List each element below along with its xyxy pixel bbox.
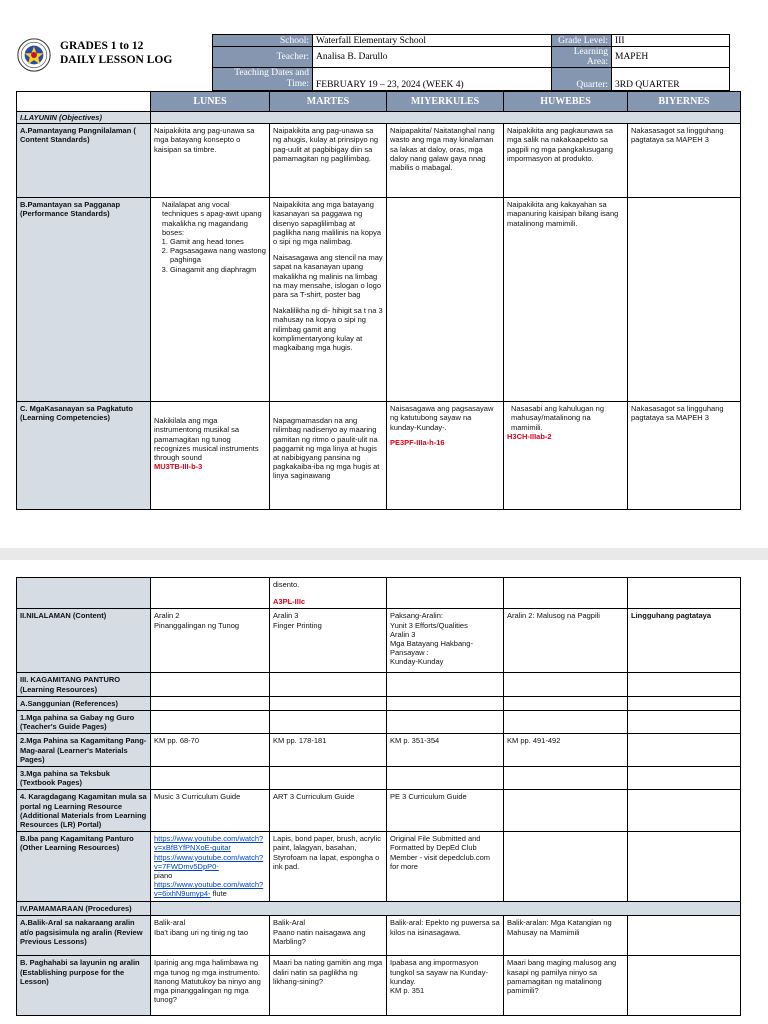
content-fri: Lingguhang pagtataya: [628, 609, 741, 673]
tg-wed: [387, 711, 504, 734]
ref-thu: [504, 696, 628, 710]
section-objectives: I.LAYUNIN (Objectives): [17, 112, 151, 124]
teaching-dates-label-line1: Teaching Dates and: [234, 68, 309, 78]
continued-row: [17, 578, 741, 609]
comp-wed-code: PE3PF-IIIa-h-16: [390, 437, 445, 447]
teachers-guide-label: 1.Mga pahina sa Gabay ng Guro (Teacher's Guide Pages): [17, 711, 151, 734]
competencies-thu: [504, 402, 628, 510]
tb-thu: [504, 767, 628, 790]
section-fill: [151, 112, 741, 124]
portal-wed: PE 3 Curriculum Guide: [387, 790, 504, 832]
perf-mon-list: [154, 237, 266, 274]
textbook-row: [17, 767, 741, 790]
teaching-dates-value: FEBRUARY 19 – 23, 2024 (WEEK 4): [313, 68, 552, 91]
school-label: School:: [213, 35, 313, 47]
content-standards-wed: Naipapakita/ Naitatanghal nang wasto ang mga may kinalaman sa lakas at daloy, oras, mga daloy nang galaw gaya nnag mabilis o mabagal.: [387, 124, 504, 198]
ref-tue: [270, 696, 387, 710]
other-resources-fri: [628, 832, 741, 902]
references-label: A.Sanggunian (References): [17, 696, 151, 710]
piano-label: piano: [154, 871, 173, 881]
tb-tue: [270, 767, 387, 790]
competencies-row: [17, 402, 741, 510]
comp-thu-text: Nasasabi ang kahulugan ng mahusay/matalinong na mamimili.: [511, 404, 604, 432]
review-row: [17, 916, 741, 956]
content-standards-row: [17, 124, 741, 198]
content-mon: Aralin 2 Pinanggalingan ng Tunog: [151, 609, 270, 673]
corner-cell: [17, 92, 151, 112]
content-row: [17, 609, 741, 673]
cont-tue-code: A3PL-IIIc: [273, 597, 306, 607]
ref-mon: [151, 696, 270, 710]
teaching-dates-label: [213, 68, 313, 91]
learning-area-value: MAPEH: [612, 47, 730, 68]
day-header-thu: HUWEBES: [504, 92, 628, 112]
performance-standards-wed: [387, 198, 504, 402]
tg-fri: [628, 711, 741, 734]
comp-mon-code: MU3TB-III-b-3: [154, 462, 203, 472]
purpose-tue: Maari ba nating gamitin ang mga daliri natin sa paglikha ng likhang-sining?: [270, 956, 387, 1016]
lm-mon: KM pp. 68-70: [151, 734, 270, 767]
lesson-log-table-page1: [16, 91, 741, 510]
tg-tue: [270, 711, 387, 734]
learners-materials-row: [17, 734, 741, 767]
performance-standards-tue: [270, 198, 387, 402]
document-title: [60, 39, 172, 67]
portal-thu: [504, 790, 628, 832]
competencies-wed: [387, 402, 504, 510]
content-standards-label: A.Pamantayang Pangnilalaman ( Content Standards): [17, 124, 151, 198]
review-label: A.Balik-Aral sa nakaraang aralin at/o pagsisimula ng aralin (Review Previous Lessons): [17, 916, 151, 956]
portal-mon: Music 3 Curriculum Guide: [151, 790, 270, 832]
content-thu: Aralin 2: Malusog na Pagpili: [504, 609, 628, 673]
ref-wed: [387, 696, 504, 710]
review-fri: [628, 916, 741, 956]
tg-mon: [151, 711, 270, 734]
purpose-label: B. Paghahabi sa layunin ng aralin (Establishing purpose for the Lesson): [17, 956, 151, 1016]
learning-resources-label: III. KAGAMITANG PANTURO (Learning Resources): [17, 673, 151, 696]
youtube-link-flute[interactable]: https://www.youtube.com/watch?v=6ixhN9umyp4-: [154, 880, 264, 899]
continued-label: [17, 578, 151, 609]
comp-thu-code: H3CH-IIIab-2: [507, 431, 552, 441]
page-2: [0, 560, 768, 1024]
textbook-label: 3.Mga pahina sa Teksbuk (Textbook Pages): [17, 767, 151, 790]
lr-wed: [387, 673, 504, 696]
review-mon: Balik-aral Iba't ibang uri ng tinig ng tao: [151, 916, 270, 956]
competencies-tue: Napagmamasdan na ang nilimbag nadisenyo ay maaring gamitan ng ritmo o paulit-ulit na paggamit ng mga linya at hugis at nabibigyang pansina ng pagkakaiba-iba ng mga hugis at linya saginawang: [270, 402, 387, 510]
tb-wed: [387, 767, 504, 790]
purpose-mon: Iparinig ang mga halimbawa ng mga tunog ng mga instrumento. Itanong Matutukoy ba ninyo ang mga pinanggalingan ng mga tunog?: [151, 956, 270, 1016]
review-tue: Balik-Aral Paano natin naisagawa ang Marbling?: [270, 916, 387, 956]
purpose-fri: [628, 956, 741, 1016]
comp-mon-text: Nakikilala ang mga instrumentong musikal sa pamamagitan ng tunog recognizes musical instruments through sound: [154, 416, 259, 463]
continued-tue: [270, 578, 387, 609]
grade-level-label: Grade Level:: [552, 35, 612, 47]
lr-mon: [151, 673, 270, 696]
tb-fri: [628, 767, 741, 790]
continued-wed: [387, 578, 504, 609]
perf-mon-item: 2. Pagsasagawa nang wastong paghinga: [170, 246, 266, 264]
lm-fri: [628, 734, 741, 767]
content-label: II.NILALAMAN (Content): [17, 609, 151, 673]
perf-mon-item: 1. Gamit ang head tones: [170, 237, 266, 246]
tb-mon: [151, 767, 270, 790]
day-header-mon: LUNES: [151, 92, 270, 112]
lr-thu: [504, 673, 628, 696]
title-line-1: GRADES 1 to 12: [60, 40, 144, 52]
performance-standards-fri: [628, 198, 741, 402]
content-tue: Aralin 3 Finger Printing: [270, 609, 387, 673]
grade-level-value: III: [612, 35, 730, 47]
teaching-dates-label-line2: Time:: [286, 79, 309, 89]
deped-seal-icon: [17, 38, 51, 72]
flute-label: flute: [212, 889, 227, 899]
review-wed: Balik-aral: Epekto ng puwersa sa kilos na isinasagawa.: [387, 916, 504, 956]
perf-mon-item: 3. Ginagamit ang diaphragm: [170, 265, 266, 274]
day-header-fri: BIYERNES: [628, 92, 741, 112]
content-standards-fri: Nakasasagot sa lingguhang pagtataya sa MAPEH 3: [628, 124, 741, 198]
purpose-wed: Ipabasa ang impormasyon tungkol sa sayaw na Kunday-kunday. KM p. 351: [387, 956, 504, 1016]
content-wed: Paksang-Aralin: Yunit 3 Efforts/Qualities Aralin 3 Mga Batayang Hakbang-Pansayaw : Kunday-Kunday: [387, 609, 504, 673]
procedures-row: [17, 902, 741, 916]
other-resources-row: [17, 832, 741, 902]
performance-standards-label: B.Pamantayan sa Pagganap (Performance Standards): [17, 198, 151, 402]
perf-tue-p2: Naisasagawa ang stencil na may sapat na kasanayan upang makalikha ng malinis na limbag na may mensahe, islogan o logo para sa T-shirt, poster bag: [273, 253, 383, 300]
header-info-table: [212, 34, 730, 91]
continued-fri: [628, 578, 741, 609]
teacher-value: Analisa B. Darullo: [313, 47, 552, 68]
purpose-thu: Maari bang maging malusog ang kasapi ng pamilya ninyo sa pamamagitan ng matalinong pamimili?: [504, 956, 628, 1016]
perf-mon-intro: Nailalapat ang vocal techniques s apag-awit upang makalikha ng magandang boses:: [162, 200, 262, 237]
cont-tue-text: disento.: [273, 580, 300, 589]
other-resources-tue: Lapis, bond paper, brush, acrylic paint, lalagyan, basahan, Styrofoam na lapat, espongha o ink pad.: [270, 832, 387, 902]
competencies-label: C. MgaKasanayan sa Pagkatuto (Learning Competencies): [17, 402, 151, 510]
procedures-fill: [151, 902, 741, 916]
learning-resources-row: [17, 673, 741, 696]
other-resources-thu: [504, 832, 628, 902]
lm-thu: KM pp. 491-492: [504, 734, 628, 767]
title-line-2: DAILY LESSON LOG: [60, 54, 173, 66]
content-standards-mon: Naipakikita ang pag-unawa sa mga batayang konsepto o kaisipan sa timbre.: [151, 124, 270, 198]
lm-wed: KM p. 351-354: [387, 734, 504, 767]
performance-standards-mon: [151, 198, 270, 402]
learning-area-label: Learning Area:: [552, 47, 612, 68]
references-row: [17, 696, 741, 710]
content-standards-tue: Naipakikita ang pag-unawa sa ng ahugis, kulay at prinsipyo ng pag-uulit at pagbibigay diin sa pamamagitan ng paglilimbag.: [270, 124, 387, 198]
tg-thu: [504, 711, 628, 734]
ref-fri: [628, 696, 741, 710]
comp-wed-text: Naisasagawa ang pagsasayaw ng katutubong sayaw na kunday-Kunday-.: [390, 404, 494, 432]
portal-tue: ART 3 Curriculum Guide: [270, 790, 387, 832]
review-thu: Balik-aralan: Mga Katangian ng Mahusay na Mamimili: [504, 916, 628, 956]
day-header-row: [17, 92, 741, 112]
performance-standards-row: [17, 198, 741, 402]
procedures-label: IV.PAMAMARAAN (Procedures): [17, 902, 151, 916]
perf-tue-p1: Naipakikita ang mga batayang kasanayan sa paggawa ng disenyo sapaglilimbag at paglikha nang malilinis na kopya o sipi ng mga nalimbag.: [273, 200, 381, 247]
continued-mon: [151, 578, 270, 609]
other-resources-wed: Original File Submitted and Formatted by DepEd Club Member - visit depedclub.com for more: [387, 832, 504, 902]
youtube-link-piano[interactable]: https://www.youtube.com/watch?v=7FWDmv5DpP0-: [154, 852, 264, 871]
portal-fri: [628, 790, 741, 832]
learners-materials-label: 2.Mga Pahina sa Kagamitang Pang-Mag-aaral (Learner's Materials Pages): [17, 734, 151, 767]
continued-thu: [504, 578, 628, 609]
lr-portal-label: 4. Karagdagang Kagamitan mula sa portal ng Learning Resource (Additional Materials from Learning Resources (LR) Portal): [17, 790, 151, 832]
day-header-wed: MIYERKULES: [387, 92, 504, 112]
day-header-tue: MARTES: [270, 92, 387, 112]
lm-tue: KM pp. 178-181: [270, 734, 387, 767]
lr-portal-row: [17, 790, 741, 832]
teachers-guide-row: [17, 711, 741, 734]
lr-fri: [628, 673, 741, 696]
competencies-fri: Nakasasagot sa lingguhang pagtataya sa MAPEH 3: [628, 402, 741, 510]
content-standards-thu: Naipakikita ang pagkaunawa sa mga salik na nakakaapekto sa pagpili ng mga pangkalusugang impormasyon at produkto.: [504, 124, 628, 198]
competencies-mon: [151, 402, 270, 510]
section-row-objectives: [17, 112, 741, 124]
school-value: Waterfall Elementary School: [313, 35, 552, 47]
quarter-value: 3RD QUARTER: [612, 68, 730, 91]
youtube-link-guitar[interactable]: https://www.youtube.com/watch?v=xBfBYfPNXoE-guitar: [154, 834, 264, 853]
other-resources-label: B.Iba pang Kagamitang Panturo (Other Learning Resources): [17, 832, 151, 902]
quarter-label: Quarter:: [552, 68, 612, 91]
lr-tue: [270, 673, 387, 696]
purpose-row: [17, 956, 741, 1016]
other-resources-mon: [151, 832, 270, 902]
teacher-label: Teacher:: [213, 47, 313, 68]
perf-tue-p3: Nakalilikha ng di- hihigit sa t na 3 mahusay na kopya o sipi ng nilimbag gamit ang komplimentaryong kulay at magkaibang mga hugis.: [273, 306, 383, 353]
lesson-log-table-page2: [16, 577, 741, 1016]
performance-standards-thu: Naipakikita ang kakayahan sa mapanuring kaisipan bilang isang matalinong mamimili.: [504, 198, 628, 402]
